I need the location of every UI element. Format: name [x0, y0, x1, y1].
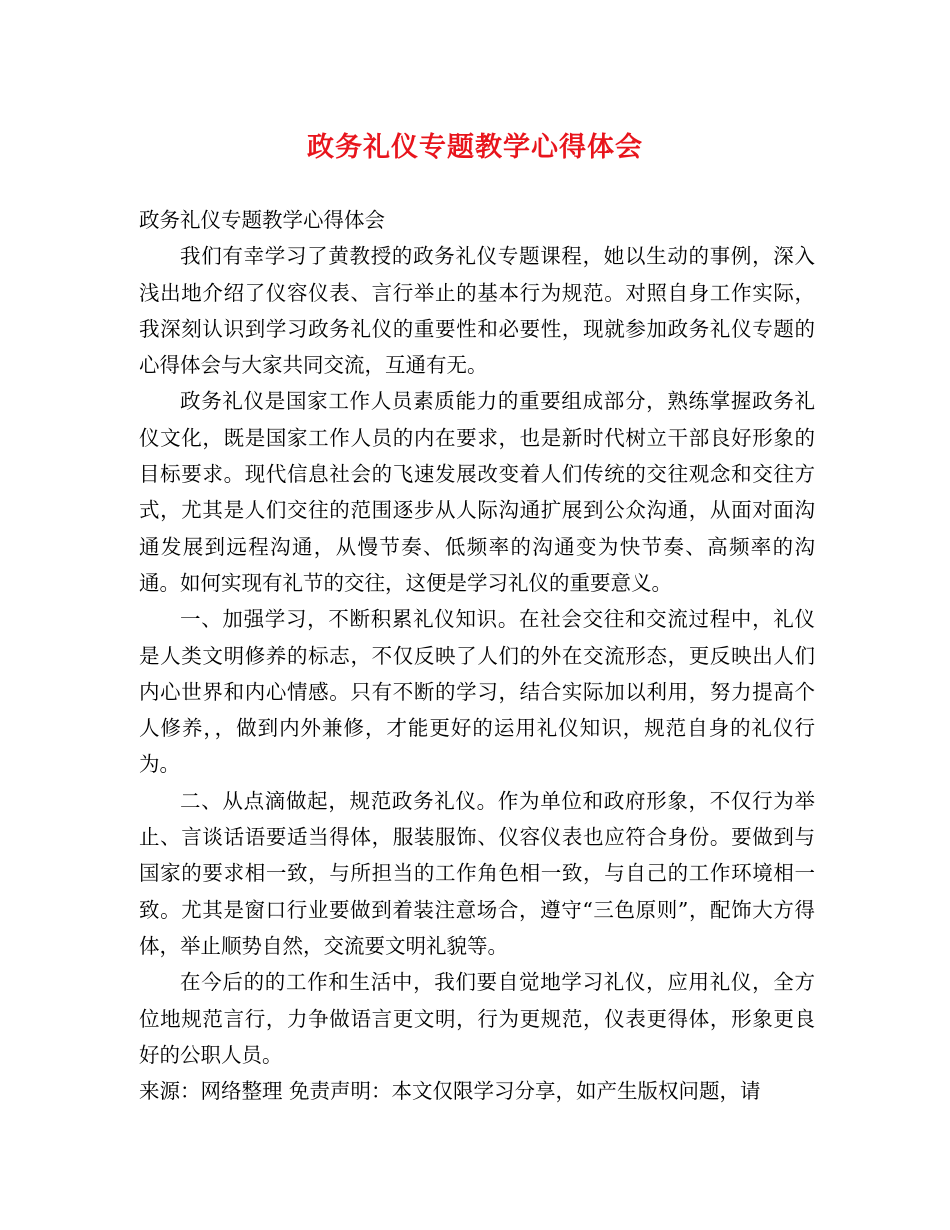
- document-title: 政务礼仪专题教学心得体会: [307, 132, 643, 163]
- paragraph-point-one: 一、加强学习，不断积累礼仪知识。在社会交往和交流过程中，礼仪是人类文明修养的标志，不仅反映了人们的外在交流形态，更反映出人们内心世界和内心情感。只有不断的学习，结合实际加以利用，努力提高个人修养，，做到内外兼修，才能更好的运用礼仪知识，规范自身的礼仪行为。: [139, 607, 815, 777]
- paragraph-point-two: 二、从点滴做起，规范政务礼仪。作为单位和政府形象，不仅行为举止、言谈话语要适当得体，服装服饰、仪容仪表也应符合身份。要做到与国家的要求相一致，与所担当的工作角色相一致，与自己的工作环境相一致。尤其是窗口行业要做到着装注意场合，遵守“三色原则”，配饰大方得体，举止顺势自然，交流要文明礼貌等。: [139, 788, 815, 958]
- paragraph-conclusion: 在今后的的工作和生活中，我们要自觉地学习礼仪，应用礼仪，全方位地规范言行，力争做语言更文明，行为更规范，仪表更得体，形象更良好的公职人员。: [139, 970, 815, 1067]
- document-subtitle: 政务礼仪专题教学心得体会: [139, 208, 385, 232]
- paragraph-intro: 我们有幸学习了黄教授的政务礼仪专题课程，她以生动的事例，深入浅出地介绍了仪容仪表、言行举止的基本行为规范。对照自身工作实际，我深刻认识到学习政务礼仪的重要性和必要性，现就参加政务礼仪专题的心得体会与大家共同交流，互通有无。: [139, 244, 815, 378]
- paragraph-significance: 政务礼仪是国家工作人员素质能力的重要组成部分，熟练掌握政务礼仪文化，既是国家工作人员的内在要求，也是新时代树立干部良好形象的目标要求。现代信息社会的飞速发展改变着人们传统的交往观念和交往方式，尤其是人们交往的范围逐步从人际沟通扩展到公众沟通，从面对面沟通发展到远程沟通，从慢节奏、低频率的沟通变为快节奏、高频率的沟通。如何实现有礼节的交往，这便是学习礼仪的重要意义。: [139, 389, 815, 595]
- source-disclaimer: 来源：网络整理 免责声明：本文仅限学习分享，如产生版权问题，请: [139, 1079, 761, 1104]
- document-body: [139, 202, 815, 1109]
